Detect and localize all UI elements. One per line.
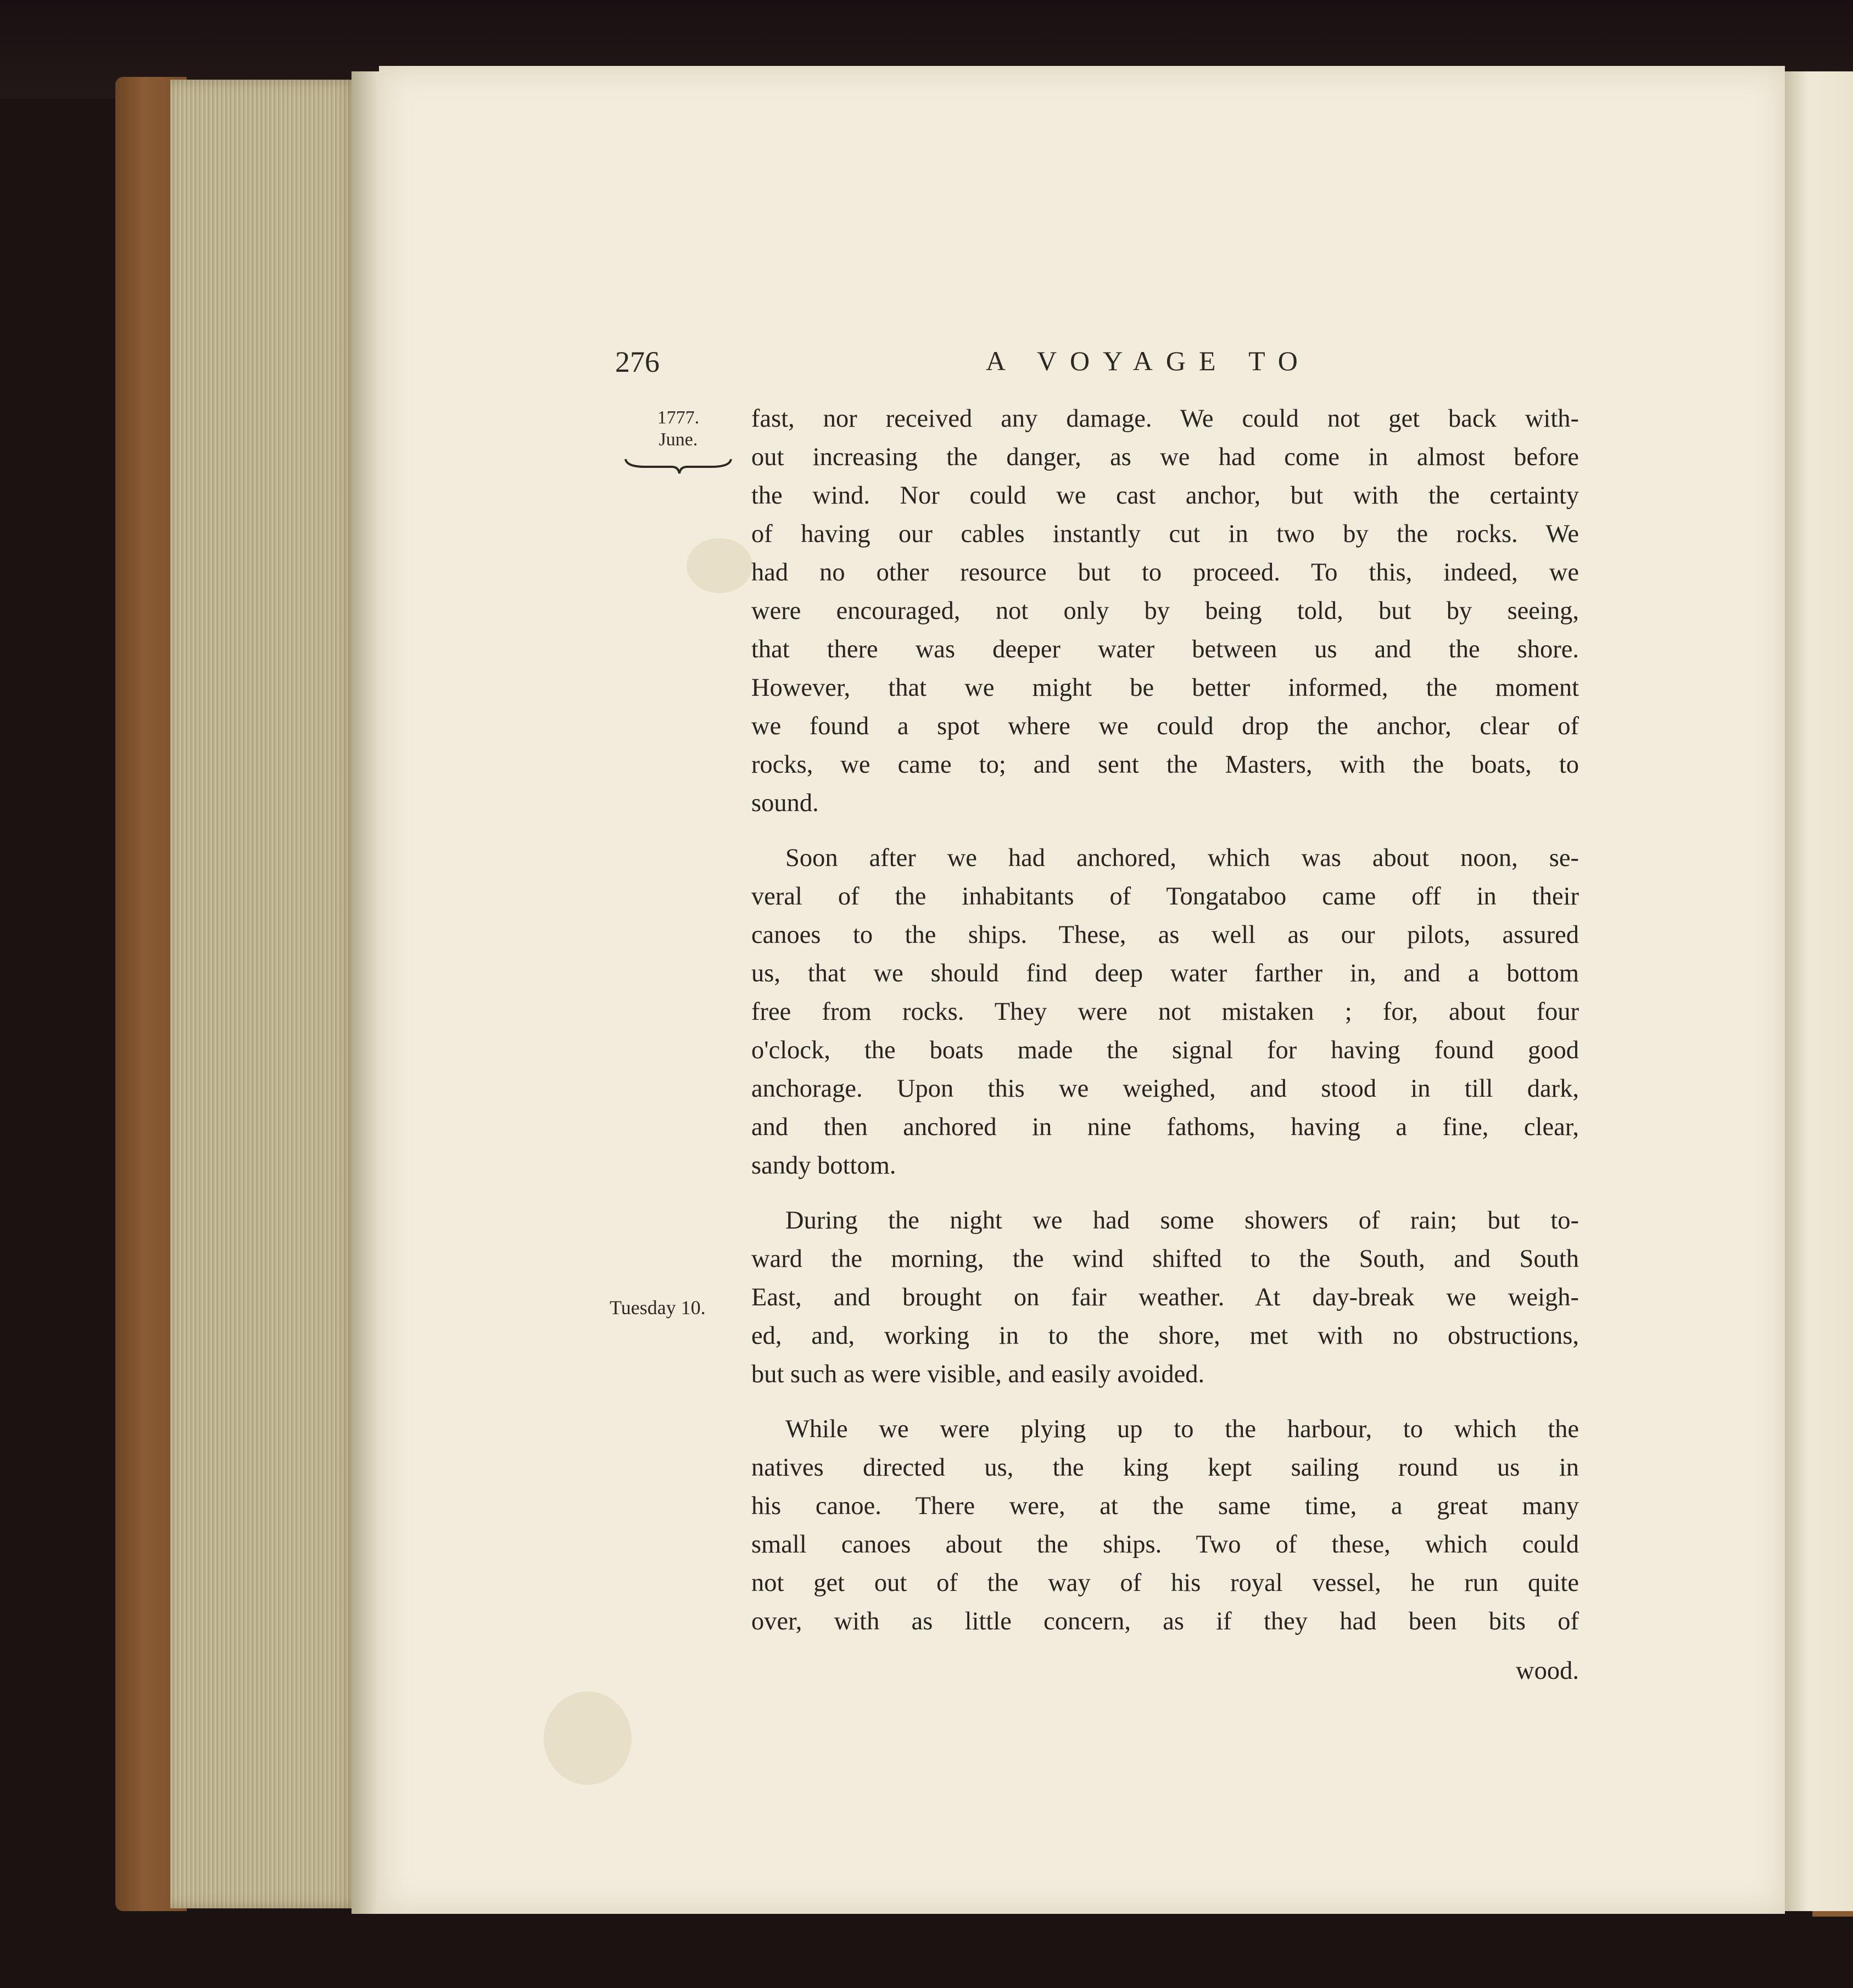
foxing-stain — [544, 1691, 632, 1785]
text-line: us, that we should find deep water farther in, and a bottom — [751, 959, 1579, 987]
catchword: wood. — [1516, 1657, 1579, 1685]
text-line: sound. — [751, 789, 819, 817]
text-line: o'clock, the boats made the signal for having found good — [751, 1036, 1579, 1064]
text-line: During the night we had some showers of rain; but to- — [785, 1207, 1579, 1235]
margin-month: June. — [658, 429, 698, 450]
foxing-stain — [686, 538, 752, 593]
text-line: that there was deeper water between us and the shore. — [751, 635, 1579, 663]
text-line: over, with as little concern, as if they had been bits of — [751, 1607, 1579, 1635]
text-line: we found a spot where we could drop the anchor, clear of — [751, 712, 1579, 740]
text-line: However, that we might be better informed, the moment — [751, 674, 1579, 702]
text-line: While we were plying up to the harbour, to which the — [785, 1415, 1579, 1443]
margin-date-note: Tuesday 10. — [610, 1297, 706, 1319]
text-line: sandy bottom. — [751, 1152, 896, 1180]
paragraph-2 — [751, 839, 1579, 1185]
text-line: out increasing the danger, as we had come in almost before — [751, 443, 1579, 471]
text-line: Soon after we had anchored, which was about noon, se- — [785, 844, 1579, 872]
text-line: of having our cables instantly cut in two by the rocks. We — [751, 520, 1579, 548]
page-edges — [170, 80, 357, 1908]
text-line: rocks, we came to; and sent the Masters, with the boats, to — [751, 751, 1579, 779]
text-line: ward the morning, the wind shifted to the South, and South — [751, 1245, 1579, 1273]
text-line: anchorage. Upon this we weighed, and stood in till dark, — [751, 1075, 1579, 1103]
facing-page-edge — [1785, 71, 1853, 1911]
text-line: natives directed us, the king kept sailing round us in — [751, 1454, 1579, 1482]
text-line: his canoe. There were, at the same time, a great many — [751, 1492, 1579, 1520]
body-text — [751, 400, 1579, 1657]
paragraph-3 — [751, 1202, 1579, 1394]
curly-brace-icon — [623, 455, 733, 477]
text-line: ed, and, working in to the shore, met with no obstructions, — [751, 1322, 1579, 1350]
text-line: East, and brought on fair weather. At day-break we weigh- — [751, 1283, 1579, 1311]
paragraph-1 — [751, 400, 1579, 823]
text-line: veral of the inhabitants of Tongataboo came off in their — [751, 883, 1579, 911]
text-line: the wind. Nor could we cast anchor, but with the certainty — [751, 482, 1579, 510]
text-line: canoes to the ships. These, as well as our pilots, assured — [751, 921, 1579, 949]
text-line: but such as were visible, and easily avoided. — [751, 1360, 1205, 1388]
text-line: fast, nor received any damage. We could not get back with- — [751, 405, 1579, 433]
page-number: 276 — [615, 345, 660, 378]
running-title: A VOYAGE TO — [986, 345, 1311, 376]
text-line: small canoes about the ships. Two of these, which could — [751, 1531, 1579, 1559]
text-line: and then anchored in nine fathoms, having a fine, clear, — [751, 1113, 1579, 1141]
text-line: had no other resource but to proceed. To this, indeed, we — [751, 559, 1579, 587]
margin-year: 1777. — [657, 407, 700, 428]
paragraph-4 — [751, 1410, 1579, 1641]
text-line: free from rocks. They were not mistaken ; for, about four — [751, 998, 1579, 1026]
text-line: not get out of the way of his royal vessel, he run quite — [751, 1569, 1579, 1597]
text-line: were encouraged, not only by being told, but by seeing, — [751, 597, 1579, 625]
